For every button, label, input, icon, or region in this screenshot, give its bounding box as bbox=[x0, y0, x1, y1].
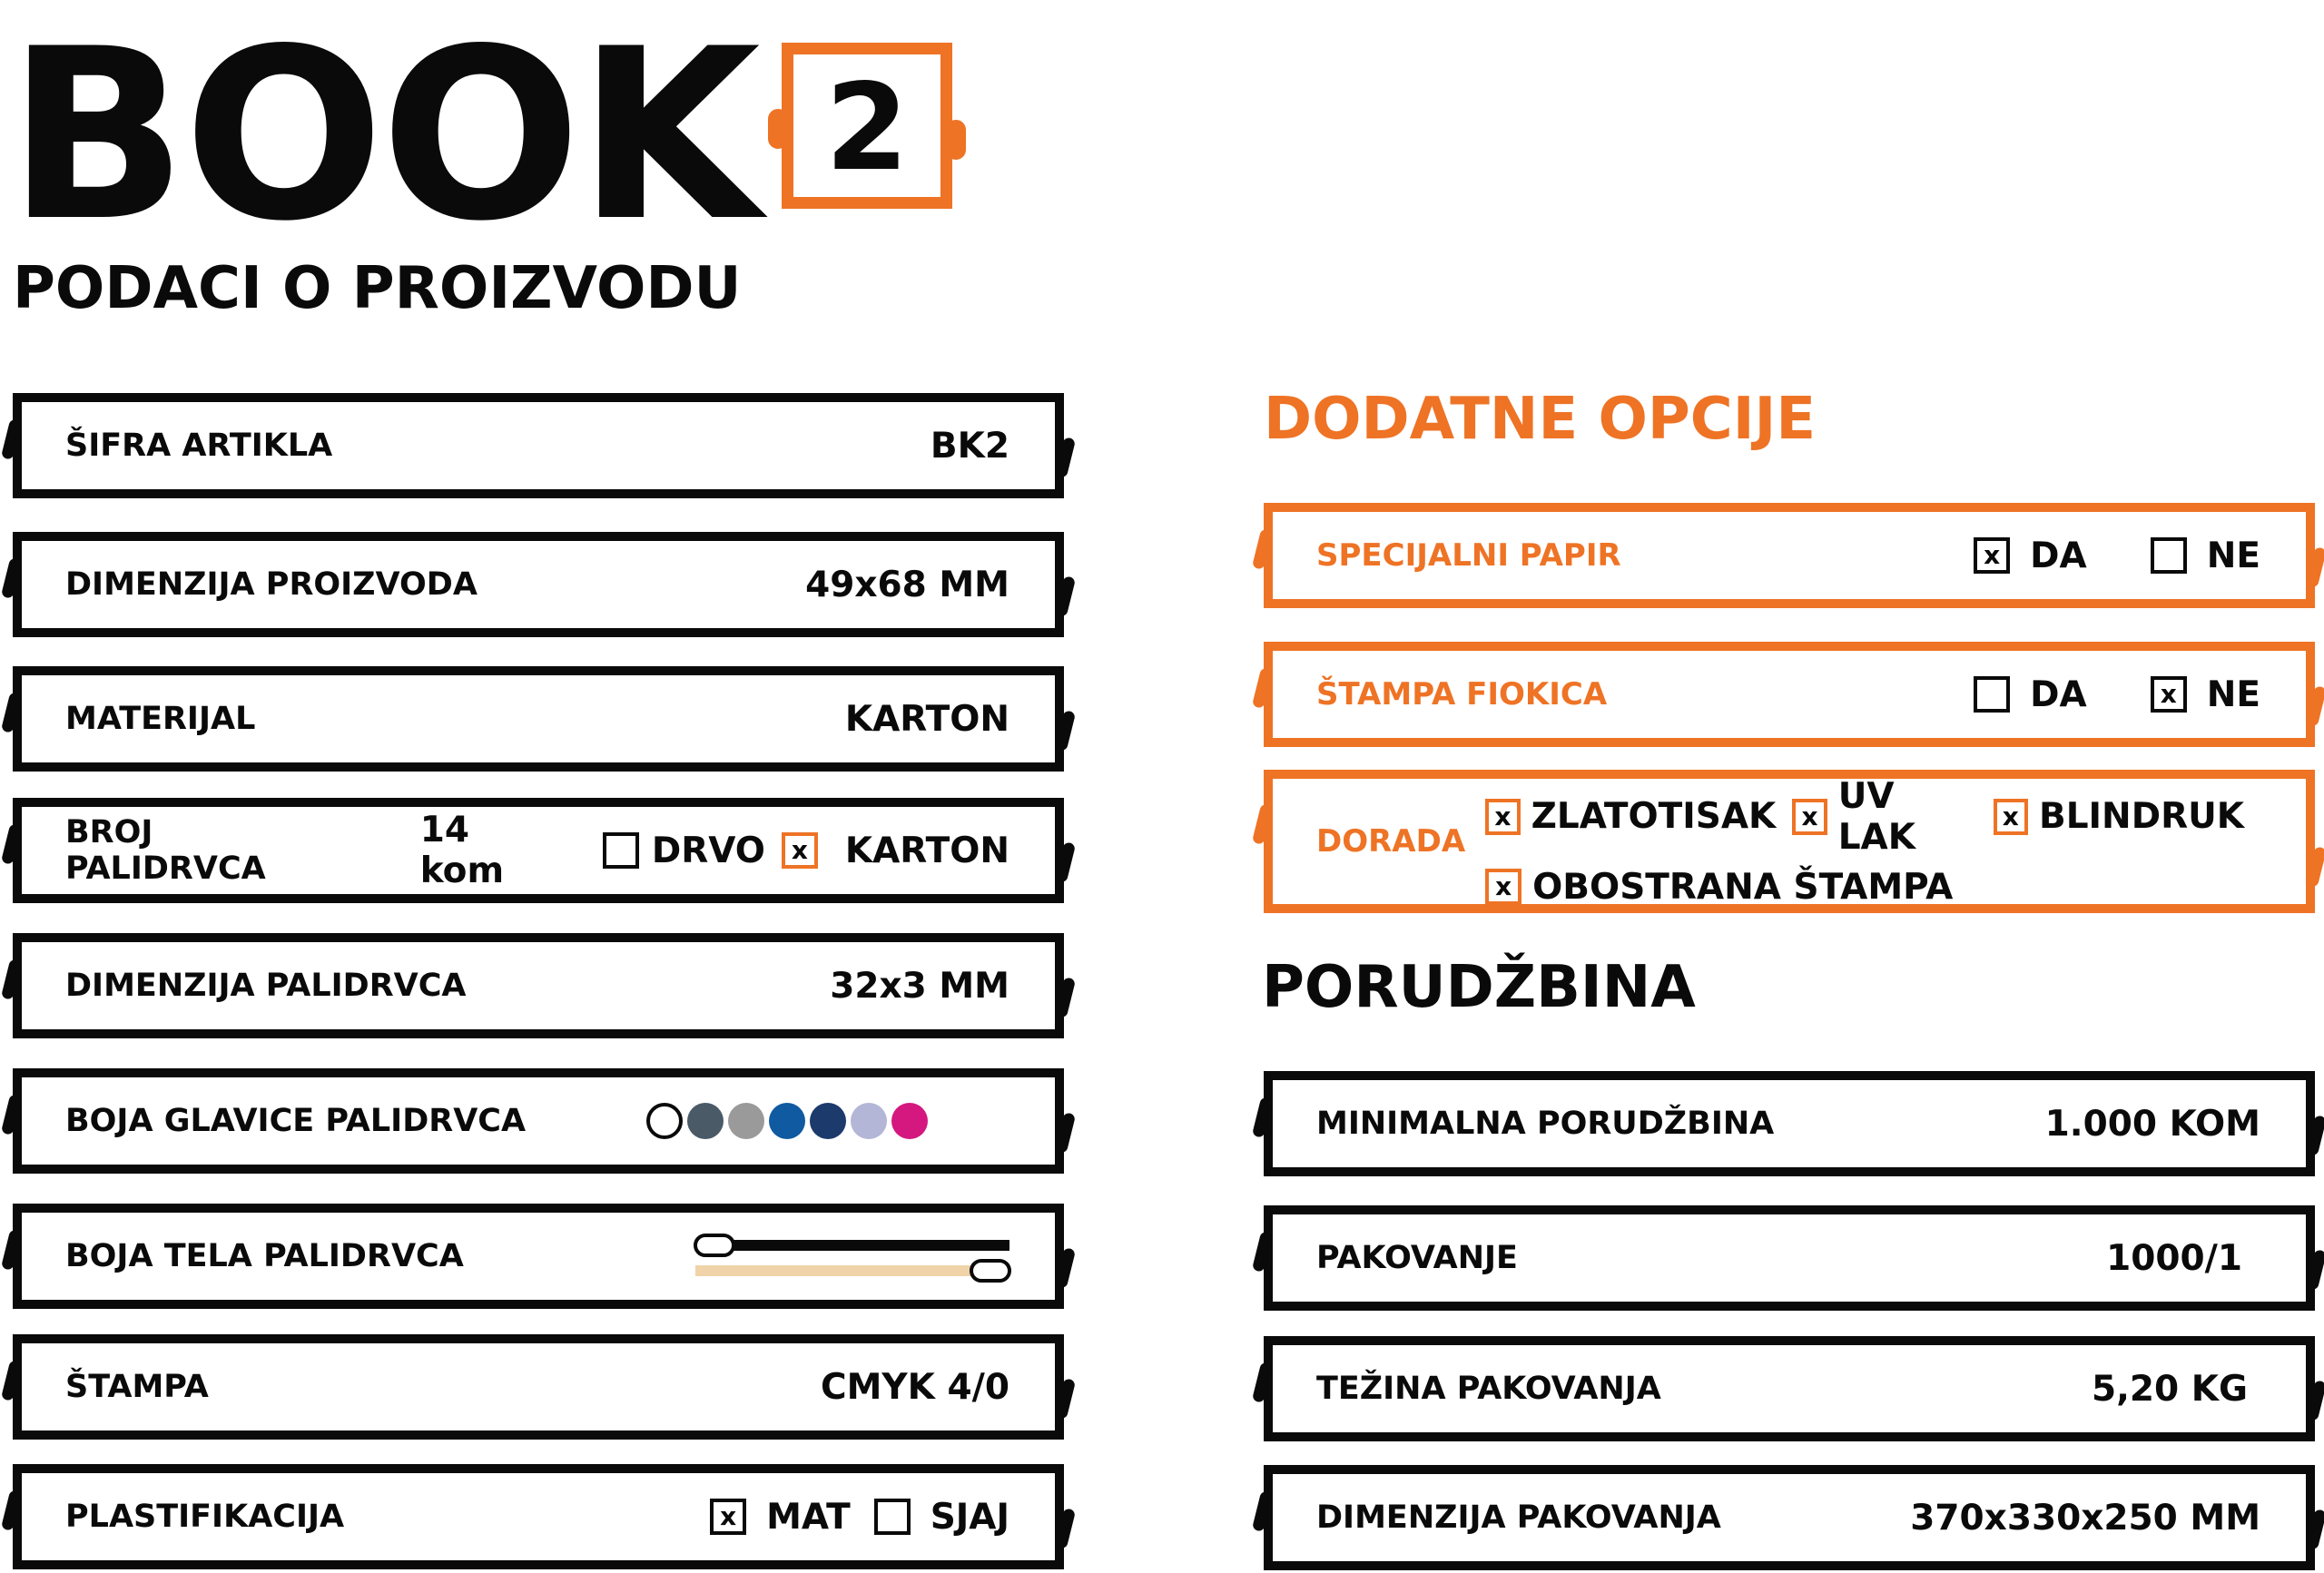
row-hook-right bbox=[2306, 546, 2324, 588]
option-label: NE bbox=[2206, 673, 2260, 715]
row-label: TEŽINA PAKOVANJA bbox=[1316, 1371, 1661, 1407]
row-value: 1000/1 bbox=[2106, 1237, 2242, 1279]
row-hook-right bbox=[2306, 1115, 2324, 1156]
row-label: DIMENZIJA PROIZVODA bbox=[65, 566, 478, 603]
color-swatch-2 bbox=[687, 1103, 724, 1139]
row-hook-right bbox=[2306, 1249, 2324, 1291]
row-label: PLASTIFIKACIJA bbox=[65, 1499, 345, 1535]
row-boja-glavice bbox=[13, 1068, 1064, 1174]
row-label: BOJA TELA PALIDRVCA bbox=[65, 1238, 464, 1274]
row-value: BK2 bbox=[930, 425, 1009, 467]
row-hook-left bbox=[1, 418, 22, 460]
checkbox-drvo[interactable] bbox=[603, 832, 639, 869]
color-swatch-5 bbox=[810, 1103, 846, 1139]
row-hook-right bbox=[2306, 846, 2324, 888]
row-hook-right bbox=[1055, 1378, 1076, 1420]
row-hook-left bbox=[1252, 1490, 1273, 1532]
row-dorada bbox=[1264, 770, 2315, 913]
option-label: DA bbox=[2030, 535, 2087, 576]
checkbox-da[interactable]: x bbox=[1974, 537, 2010, 574]
row-value: 49x68 MM bbox=[805, 564, 1009, 605]
section-title-product-info: PODACI O PROIZVODU bbox=[13, 255, 742, 322]
row-sifra-artikla bbox=[13, 393, 1064, 498]
option-ne[interactable] bbox=[2151, 674, 2260, 715]
row-value: KARTON bbox=[844, 698, 1009, 740]
row-hook-left bbox=[1, 557, 22, 599]
box-handle-left bbox=[768, 109, 788, 149]
option-label: NE bbox=[2206, 535, 2260, 576]
option-label: DA bbox=[2030, 673, 2087, 715]
option-blindruk: BLINDRUK bbox=[2038, 796, 2244, 837]
option-label: SJAJ bbox=[930, 1496, 1009, 1538]
row-stampa bbox=[13, 1334, 1064, 1440]
brand-number-box bbox=[782, 43, 952, 209]
option-mat[interactable] bbox=[710, 1497, 851, 1538]
color-swatch-7 bbox=[891, 1103, 928, 1139]
match-head-icon bbox=[970, 1259, 1011, 1283]
match-head-icon bbox=[694, 1234, 735, 1257]
section-title-order: PORUDŽBINA bbox=[1262, 954, 1696, 1021]
row-label: MINIMALNA PORUDŽBINA bbox=[1316, 1106, 1775, 1142]
row-tezina-pakovanja bbox=[1264, 1336, 2315, 1441]
section-title-extra-options: DODATNE OPCIJE bbox=[1264, 386, 1817, 453]
row-minimalna-porudzbina bbox=[1264, 1071, 2315, 1176]
row-hook-left bbox=[1, 823, 22, 865]
row-label: ŠTAMPA bbox=[65, 1369, 209, 1405]
row-hook-right bbox=[1055, 1508, 1076, 1549]
match-stick-black bbox=[695, 1240, 1009, 1251]
row-label: DORADA bbox=[1316, 823, 1466, 860]
row-stampa-fiokica bbox=[1264, 642, 2315, 747]
head-color-swatches bbox=[646, 1103, 928, 1139]
checkbox-ne[interactable]: x bbox=[2151, 676, 2187, 713]
row-hook-left bbox=[1, 1094, 22, 1136]
row-count: 14 kom bbox=[419, 810, 505, 891]
checkbox-da[interactable] bbox=[1974, 676, 2010, 713]
row-hook-right bbox=[1055, 575, 1076, 617]
row-value: CMYK 4/0 bbox=[821, 1366, 1009, 1408]
row-hook-left bbox=[1252, 528, 1273, 570]
brand-number: 2 bbox=[825, 58, 909, 198]
row-hook-left bbox=[1, 1229, 22, 1271]
checkbox-blindruk[interactable]: x bbox=[1994, 799, 2028, 835]
option-drvo[interactable] bbox=[603, 831, 765, 871]
row-dimenzija-palidrvca bbox=[13, 933, 1064, 1038]
option-label: KARTON bbox=[844, 830, 1009, 871]
row-hook-left bbox=[1, 959, 22, 1000]
row-hook-right bbox=[2306, 685, 2324, 727]
row-hook-right bbox=[2306, 1380, 2324, 1421]
row-specijalni-papir bbox=[1264, 503, 2315, 608]
option-zlatotisak: ZLATOTISAK bbox=[1531, 796, 1777, 837]
row-hook-left bbox=[1252, 667, 1273, 709]
checkbox-ne[interactable] bbox=[2151, 537, 2187, 574]
option-da[interactable] bbox=[1974, 674, 2087, 715]
row-hook-right bbox=[1055, 1112, 1076, 1154]
row-materijal bbox=[13, 666, 1064, 772]
row-hook-right bbox=[1055, 841, 1076, 883]
brand-title: BOOK bbox=[7, 0, 757, 273]
row-label: BROJ PALIDRVCA bbox=[65, 814, 266, 887]
row-value: 1.000 KOM bbox=[2044, 1103, 2260, 1145]
row-hook-left bbox=[1, 1360, 22, 1401]
row-label: SPECIJALNI PAPIR bbox=[1316, 537, 1621, 574]
color-swatch-1 bbox=[646, 1103, 683, 1139]
row-plastifikacija bbox=[13, 1464, 1064, 1569]
row-hook-right bbox=[1055, 1247, 1076, 1289]
color-swatch-4 bbox=[769, 1103, 805, 1139]
row-label: DIMENZIJA PAKOVANJA bbox=[1316, 1499, 1721, 1536]
checkbox-mat[interactable]: x bbox=[710, 1499, 746, 1535]
row-hook-right bbox=[1055, 437, 1076, 478]
row-label: MATERIJAL bbox=[65, 701, 256, 737]
checkbox-uv-lak[interactable]: x bbox=[1792, 799, 1827, 835]
row-hook-left bbox=[1252, 1231, 1273, 1273]
row-value: 370x330x250 MM bbox=[1910, 1497, 2260, 1539]
row-hook-left bbox=[1252, 1096, 1273, 1138]
row-hook-left bbox=[1, 1489, 22, 1531]
option-ne[interactable] bbox=[2151, 536, 2260, 576]
checkbox-karton[interactable]: x bbox=[782, 832, 818, 869]
row-hook-left bbox=[1252, 803, 1273, 845]
row-dimenzija-pakovanja bbox=[1264, 1465, 2315, 1570]
color-swatch-6 bbox=[851, 1103, 887, 1139]
box-handle-right bbox=[946, 120, 966, 160]
match-stick-natural bbox=[695, 1265, 1009, 1276]
option-da[interactable] bbox=[1974, 536, 2087, 576]
row-dimenzija-proizvoda bbox=[13, 532, 1064, 637]
option-label: MAT bbox=[766, 1496, 851, 1538]
row-hook-right bbox=[2306, 1509, 2324, 1550]
row-label: DIMENZIJA PALIDRVCA bbox=[65, 968, 467, 1004]
option-sjaj[interactable] bbox=[874, 1497, 1009, 1538]
row-hook-left bbox=[1, 692, 22, 733]
row-label: BOJA GLAVICE PALIDRVCA bbox=[65, 1103, 527, 1139]
option-label: DRVO bbox=[651, 830, 765, 871]
row-value: 32x3 MM bbox=[830, 965, 1009, 1007]
checkbox-obostrana-stampa[interactable]: x bbox=[1485, 869, 1521, 905]
row-hook-right bbox=[1055, 977, 1076, 1018]
checkbox-zlatotisak[interactable]: x bbox=[1485, 799, 1520, 835]
row-hook-left bbox=[1252, 1362, 1273, 1403]
row-boja-tela bbox=[13, 1204, 1064, 1309]
row-label: PAKOVANJE bbox=[1316, 1240, 1518, 1276]
option-uv-lak: UV LAK bbox=[1837, 775, 1915, 858]
row-value: 5,20 KG bbox=[2091, 1368, 2248, 1410]
dorada-options bbox=[1485, 776, 2260, 908]
option-obostrana-stampa: OBOSTRANA ŠTAMPA bbox=[1532, 866, 1954, 908]
row-hook-right bbox=[1055, 710, 1076, 752]
row-label: ŠIFRA ARTIKLA bbox=[65, 428, 333, 464]
option-karton[interactable] bbox=[782, 831, 1009, 871]
row-broj-palidrvca bbox=[13, 798, 1064, 903]
color-swatch-3 bbox=[728, 1103, 764, 1139]
row-pakovanje bbox=[1264, 1205, 2315, 1311]
body-color-sticks bbox=[695, 1227, 1009, 1285]
row-label: ŠTAMPA FIOKICA bbox=[1316, 676, 1608, 713]
checkbox-sjaj[interactable] bbox=[874, 1499, 911, 1535]
